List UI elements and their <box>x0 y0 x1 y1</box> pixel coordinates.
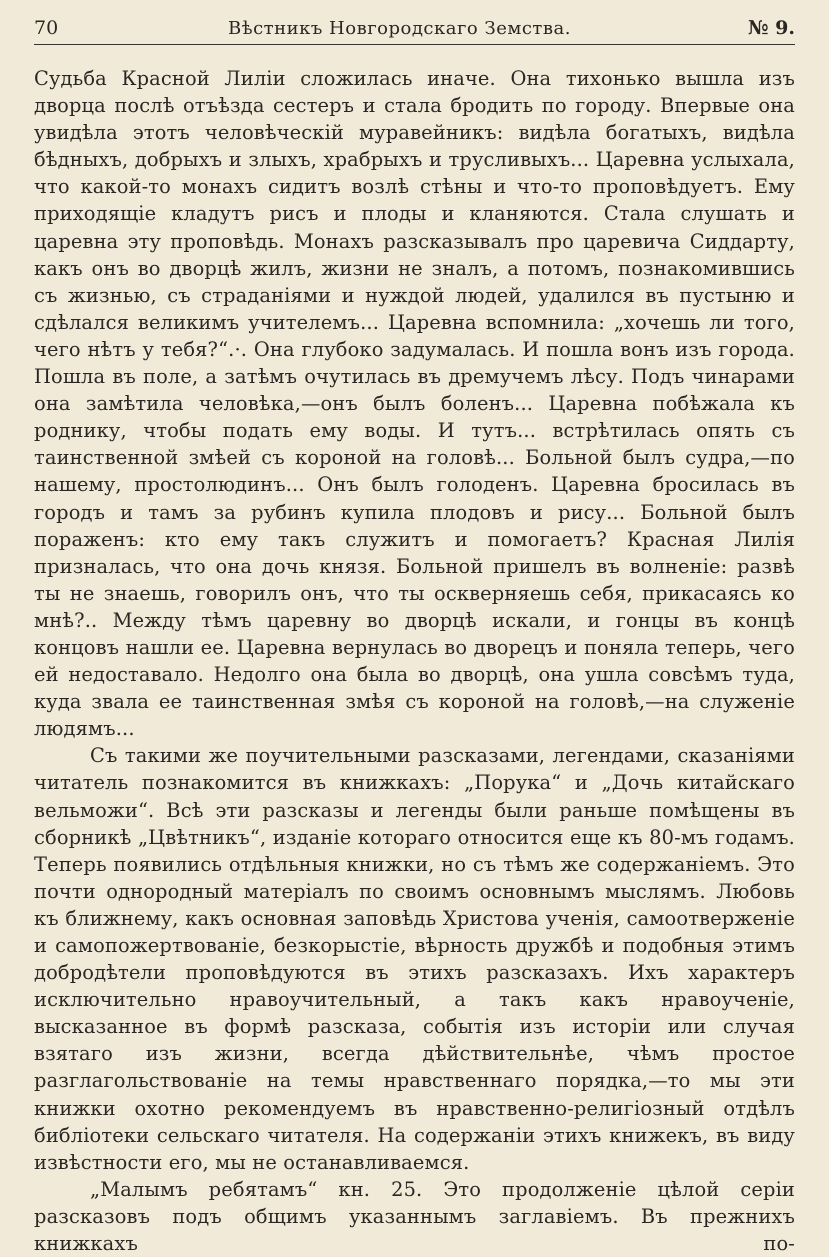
page-number: 70 <box>34 17 59 39</box>
paragraph: Съ такими же поучительными разсказами, легендами, сказаніями читатель познакомится въ книжкахъ: „Порука“ и „Дочь китайскаго вельможи“. Всѣ эти разсказы и легенды были раньше помѣщены въ сборникѣ „Цвѣтникъ“, изданіе котораго относится еще къ 80-мъ годамъ. Теперь появились отдѣльныя книжки, но съ тѣмъ же содержаніемъ. Это почти однородный матеріалъ по своимъ основнымъ мыслямъ. Любовь къ ближнему, какъ основная заповѣдь Христова ученія, самоотверженіе и самопожертвованіе, безкорыстіе, вѣрность дружбѣ и подобныя этимъ добродѣтели проповѣдуются въ этихъ разсказахъ. Ихъ характеръ исключительно нравоучительный, а такъ какъ нравоученіе, высказанное въ формѣ разсказа, событія изъ исторіи или случая взятаго изъ жизни, всегда дѣйствительнѣе, чѣмъ простое разглагольствованіе на темы нравственнаго порядка,—то мы эти книжки охотно рекомендуемъ въ нравственно-религіозный отдѣлъ библіотеки сельскаго читателя. На содержаніи этихъ книжекъ, въ виду извѣстности его, мы не останавливаемся. <box>34 744 795 1174</box>
article-body <box>34 65 795 1257</box>
paragraph: „Малымъ ребятамъ“ кн. 25. Это продолженіе цѣлой серіи разсказовъ подъ общимъ указаннымъ заглавіемъ. Въ прежнихъ книжкахъ по- <box>34 1177 795 1256</box>
paragraph: Судьба Красной Лиліи сложилась иначе. Она тихонько вышла изъ дворца послѣ отъѣзда сестеръ и стала бродить по городу. Впервые она увидѣла этотъ человѣческій муравейникъ: видѣла богатыхъ, видѣла бѣдныхъ, добрыхъ и злыхъ, храбрыхъ и трусливыхъ... Царевна услыхала, что какой-то монахъ сидитъ возлѣ стѣны и что-то проповѣдуетъ. Ему приходящіе кладутъ рисъ и плоды и кланяются. Стала слушать и царевна эту проповѣдь. Монахъ разсказывалъ про царевича Сиддарту, какъ онъ во дворцѣ жилъ, жизни не зналъ, а потомъ, познакомившись съ жизнью, съ страданіями и нуждой людей, удалился въ пустыню и сдѣлался великимъ учителемъ... Царевна вспомнила: „хочешь ли того, чего нѣтъ у тебя?“.·. Она глубоко задумалась. И пошла вонъ изъ города. Пошла въ поле, а затѣмъ очутилась въ дремучемъ лѣсу. Подъ чинарами она замѣтила человѣка,—онъ былъ боленъ... Царевна побѣжала къ роднику, чтобы подать ему воды. И тутъ... встрѣтилась опять съ таинственной змѣей съ короной на головѣ... Больной былъ судра,—по нашему, простолюдинъ... Онъ былъ голоденъ. Царевна бросилась въ городъ и тамъ за рубинъ купила плодовъ и рису... Больной былъ пораженъ: кто ему такъ служитъ и помогаетъ? Красная Лилія призналась, что она дочь князя. Больной пришелъ въ волненіе: развѣ ты не знаешь, говорилъ онъ, что ты оскверняешь себя, прикасаясь ко мнѣ?.. Между тѣмъ царевну во дворцѣ искали, и гонцы въ концѣ концовъ нашли ее. Царевна вернулась во дворецъ и поняла теперь, чего ей недоставало. Недолго она была во дворцѣ, она ушла совсѣмъ туда, куда звала ее таинственная змѣя съ короной на головѣ,—на служеніе людямъ... <box>34 67 795 741</box>
running-title: Вѣстникъ Новгородскаго Земства. <box>228 18 571 39</box>
header-rule <box>34 44 795 45</box>
page-header <box>34 16 795 40</box>
issue-number: № 9. <box>747 17 795 39</box>
